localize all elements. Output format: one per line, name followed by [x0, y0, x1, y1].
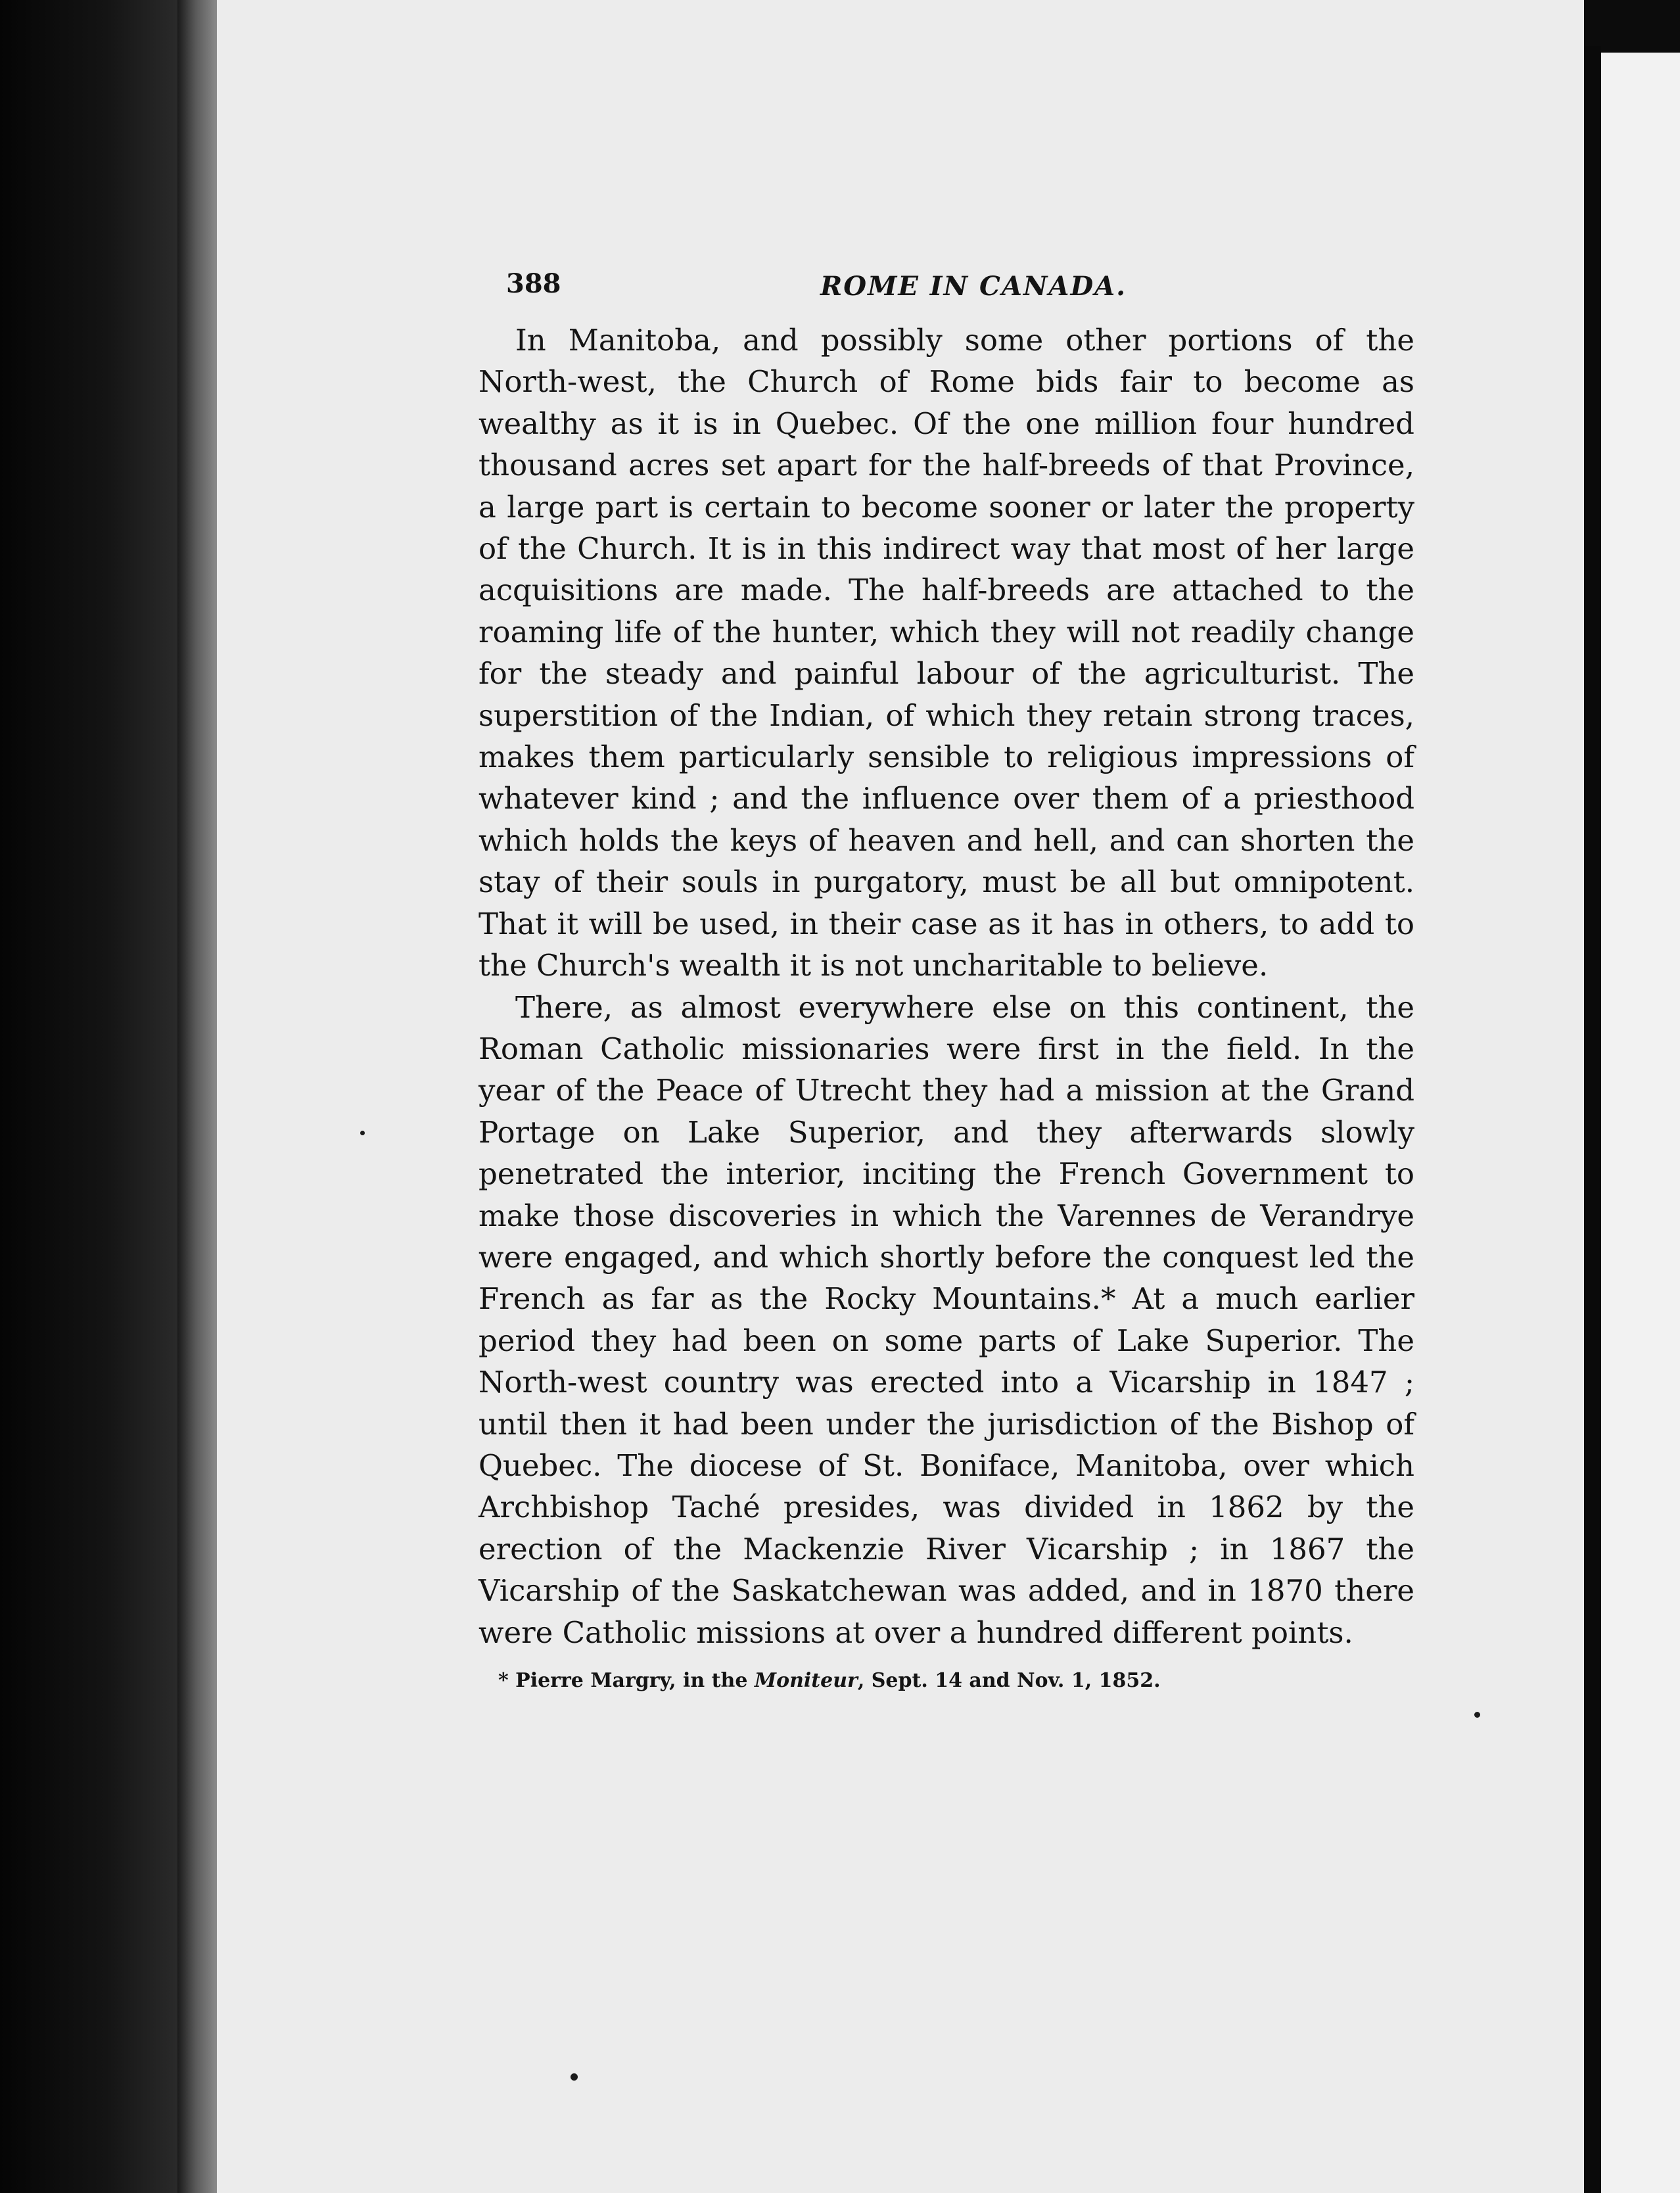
- scan-speck: [571, 2073, 578, 2081]
- running-title: ROME IN CANADA.: [820, 271, 1127, 302]
- running-head: [478, 268, 1414, 319]
- footnote-source: Moniteur: [754, 1669, 858, 1692]
- paragraph-manitoba: In Manitoba, and possibly some other portions of the North-west, the Church of Rome bids fair to become as wealthy as it is in Quebec. Of the one million four hundred thousand acres set apart for the half-breeds of that Province, a large part is certain to become sooner or later the property of the Church. It is in this indirect way that most of her large acquisitions are made. The half-breeds are attached to the roaming life of the hunter, which they will not readily change for the steady and painful labour of the agriculturist. The superstition of the Indian, of which they retain strong traces, makes them particularly sensible to religious impressions of whatever kind ; and the influence over them of a priesthood which holds the keys of heaven and hell, and can shorten the stay of their souls in purgatory, must be all but omnipotent. That it will be used, in their case as it has in others, to add to the Church's wealth it is not uncharitable to believe.: [478, 323, 1414, 983]
- footnote-date: , Sept. 14 and Nov. 1, 1852.: [857, 1669, 1161, 1692]
- page-number: 388: [506, 268, 561, 299]
- scan-speck: [1474, 1712, 1480, 1718]
- footnote: [478, 1668, 1414, 1694]
- facing-page-edge: [1601, 53, 1680, 2193]
- scan-speck: [360, 1131, 365, 1135]
- page-text: [478, 268, 1414, 1694]
- right-gutter-shadow: [1584, 46, 1601, 2193]
- paragraph-missionaries: There, as almost everywhere else on this continent, the Roman Catholic missionaries were first in the field. In the year of the Peace of Utrecht they had a mission at the Grand Portage on Lake Superior, and they afterwards slowly penetrated the interior, inciting the French Government to make those discoveries in which the Varennes de Verandrye were engaged, and which shortly before the conquest led the French as far as the Rocky Mountains.* At a much earlier period they had been on some parts of Lake Superior. The North-west country was erected into a Vicarship in 1847 ; until then it had been under the jurisdiction of the Bishop of Quebec. The diocese of St. Boniface, Manitoba, over which Archbishop Taché presides, was divided in 1862 by the erection of the Mackenzie River Vicarship ; in 1867 the Vicarship of the Saskatchewan was added, and in 1870 there were Catholic missions at over a hundred different points.: [478, 989, 1414, 1650]
- book-binding-shadow: [0, 0, 177, 2193]
- footnote-text: * Pierre Margry, in the: [498, 1669, 755, 1692]
